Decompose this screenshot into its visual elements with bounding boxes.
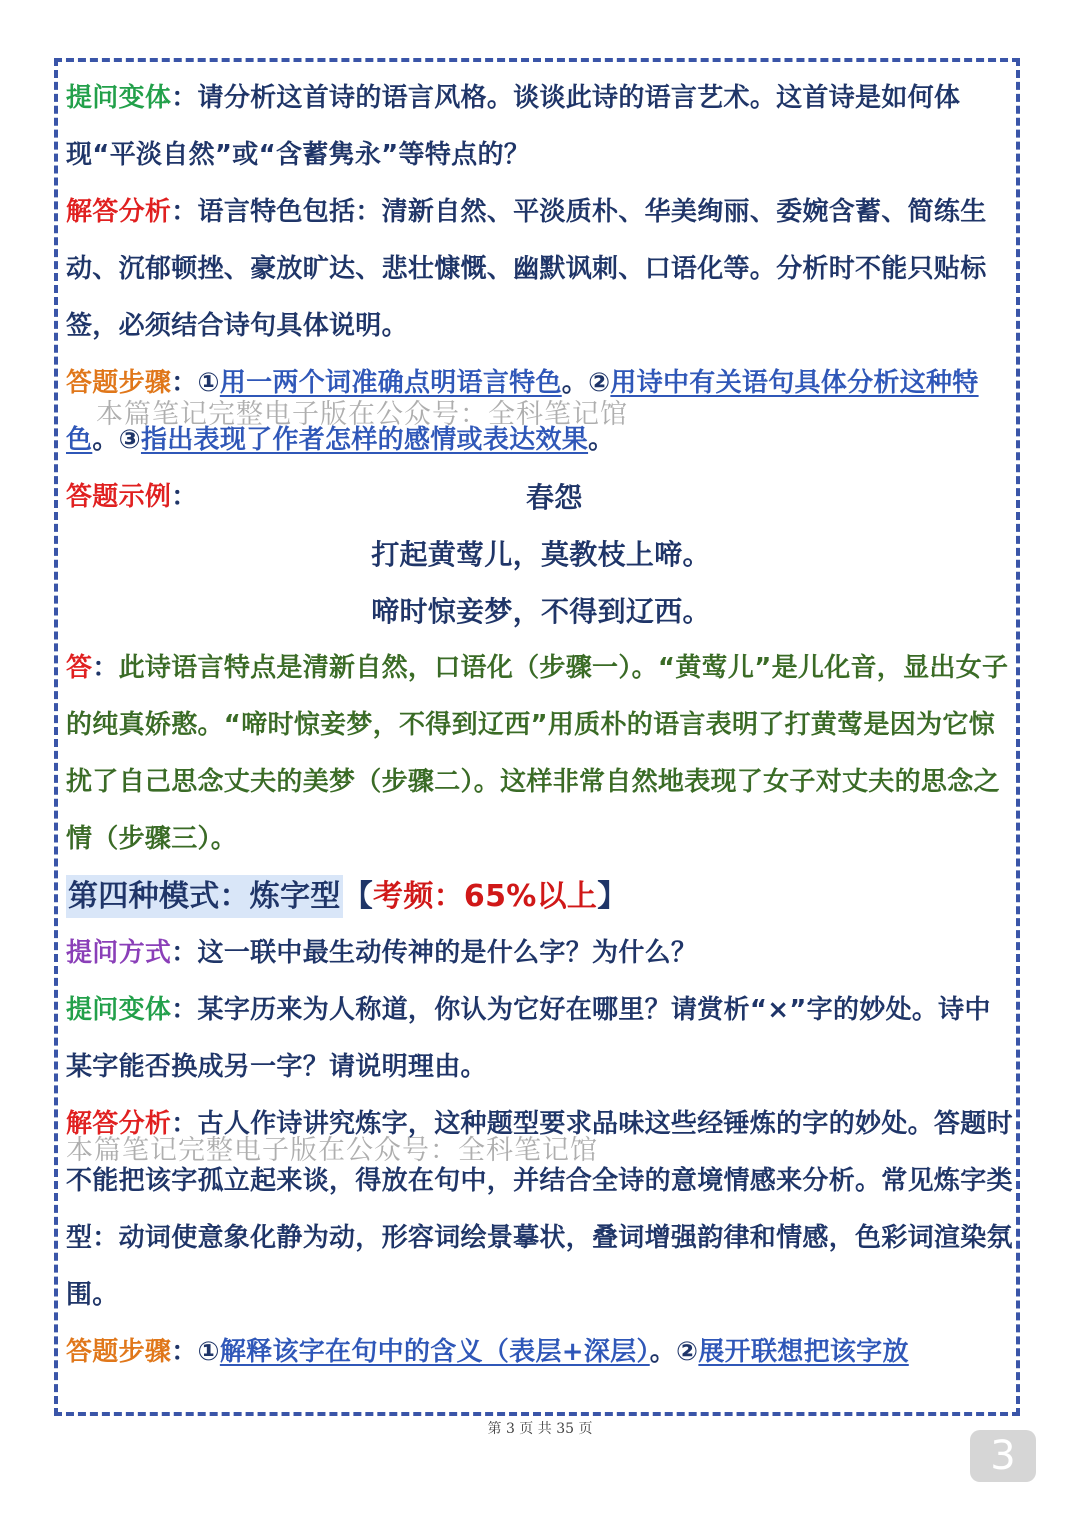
poem-line-2: 啼时惊妾梦，不得到辽西。 [371,595,711,628]
label-answer: 答 [66,653,93,683]
step-3: 指出表现了作者怎样的感情或表达效果 [140,425,589,455]
question-method-paragraph: 提问方式：这一联中最生动传神的是什么字？为什么？ [66,938,698,968]
analysis-text: 语言特色包括：清新自然、平淡质朴、华美绚丽、委婉含蓄、简练生动、沉郁顿挫、豪放旷达、悲壮慷慨、幽默讽刺、口语化等。分析时不能只贴标签，必须结合诗句具体说明。 [66,197,987,341]
poem-title: 春怨 [526,481,583,514]
document-content [66,70,1016,1381]
label-steps: 答题步骤 [66,368,172,398]
step-2: 用诗中有关语句具体分析这种特色 [66,368,979,455]
variant-text: 请分析这首诗的语言风格。谈谈此诗的语言艺术。这首诗是如何体现“平淡自然”或“含蓄隽永”等特点的？ [66,83,961,170]
step-1: 用一两个词准确点明语言特色 [219,368,562,398]
variant-question-paragraph: 提问变体：请分析这首诗的语言风格。谈谈此诗的语言艺术。这首诗是如何体现“平淡自然”或“含蓄隽永”等特点的？ [66,83,961,170]
section-heading: 第四种模式：炼字型 [66,875,343,918]
answer-paragraph: 答：此诗语言特点是清新自然，口语化（步骤一）。“黄莺儿”是儿化音，显出女子的纯真娇憨。“啼时惊妾梦，不得到辽西”用质朴的语言表明了打黄莺是因为它惊扰了自己思念丈夫的美梦（步骤二）。这样非常自然地表现了女子对丈夫的思念之情（步骤三）。 [66,653,1009,854]
label-variant-2: 提问变体 [66,995,172,1025]
page-number-badge: 3 [970,1430,1036,1482]
label-example: 答题示例 [66,482,172,512]
example-label-paragraph: 答题示例： 春怨 [66,469,1016,526]
analysis-paragraph: 解答分析：语言特色包括：清新自然、平淡质朴、华美绚丽、委婉含蓄、简练生动、沉郁顿挫、豪放旷达、悲壮慷慨、幽默讽刺、口语化等。分析时不能只贴标签，必须结合诗句具体说明。 [66,197,987,341]
step-2-1: 解释该字在句中的含义（表层+深层） [219,1337,650,1367]
watermark-bottom: 本篇笔记完整电子版在公众号：全科笔记馆 [66,1135,598,1166]
analysis-paragraph-2: 解答分析：古人作诗讲究炼字，这种题型要求品味这些经锤炼的字的妙处。答题时不能把该字孤立起来谈，得放在句中，并结合全诗的意境情感来分析。常见炼字类型：动词使意象化静为动，形容词绘景摹状，叠词增强韵律和情感，色彩词渲染氛围。 [66,1109,1013,1310]
label-steps-2: 答题步骤 [66,1337,172,1367]
steps-paragraph-2: 答题步骤：①解释该字在句中的含义（表层+深层）。②展开联想把该字放 [66,1337,909,1367]
label-variant: 提问变体 [66,83,172,113]
frequency-badge: 考频：65%以上 [373,879,598,914]
answer-text: 此诗语言特点是清新自然，口语化（步骤一）。“黄莺儿”是儿化音，显出女子的纯真娇憨。“啼时惊妾梦，不得到辽西”用质朴的语言表明了打黄莺是因为它惊扰了自己思念丈夫的美梦（步骤二）。这样非常自然地表现了女子对丈夫的思念之情（步骤三）。 [66,653,1009,854]
section-heading-line: 第四种模式：炼字型【考频：65%以上】 [66,868,1016,925]
label-analysis-2: 解答分析 [66,1109,172,1139]
steps-paragraph: 答题步骤：①用一两个词准确点明语言特色。②用诗中有关语句具体分析这种特色。③指出表现了作者怎样的感情或表达效果。 [66,368,979,455]
page-footer: 第 3 页 共 35 页 [487,1421,593,1437]
variant-question-paragraph-2: 提问变体：某字历来为人称道，你认为它好在哪里？请赏析“×”字的妙处。诗中某字能否换成另一字？请说明理由。 [66,995,991,1082]
watermark-top: 本篇笔记完整电子版在公众号：全科笔记馆 [96,399,628,430]
label-analysis: 解答分析 [66,197,172,227]
label-question-method: 提问方式 [66,938,172,968]
poem-line-1: 打起黄莺儿，莫教枝上啼。 [371,538,711,571]
step-2-2: 展开联想把该字放 [698,1337,909,1367]
